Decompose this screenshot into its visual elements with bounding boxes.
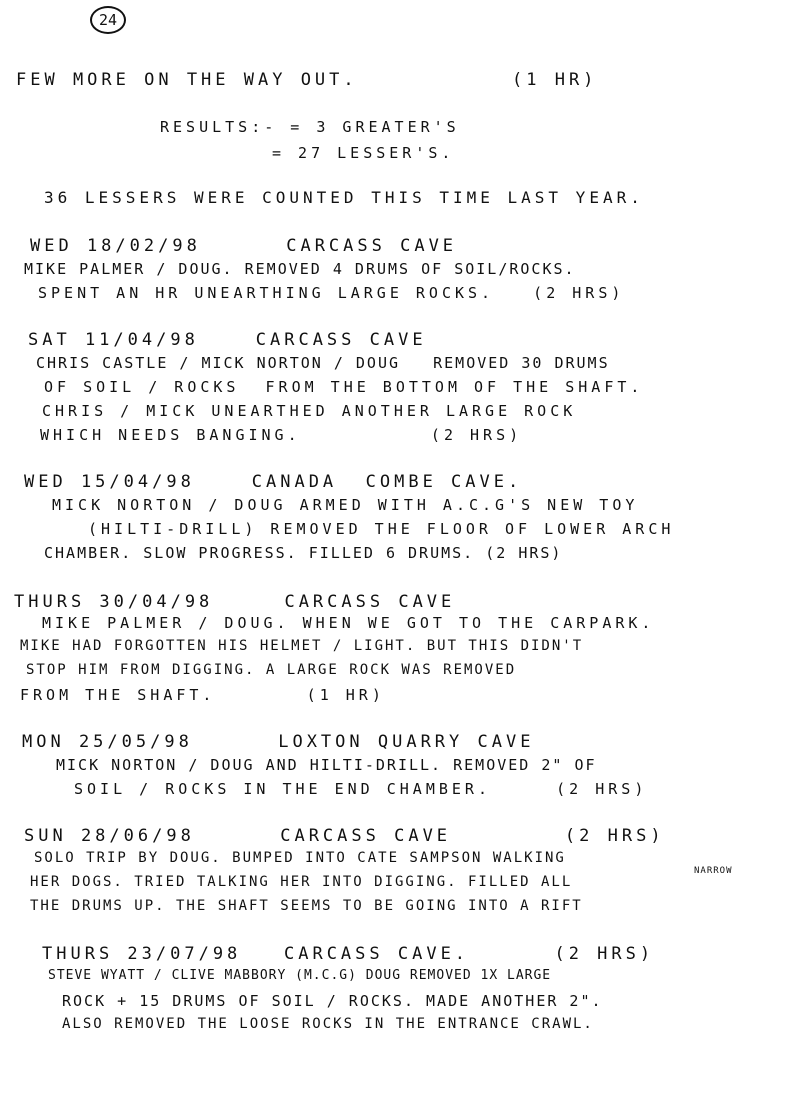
entry-line: CHRIS / MICK UNEARTHED ANOTHER LARGE ROCK: [42, 402, 577, 420]
entry-line: MICK NORTON / DOUG AND HILTI-DRILL. REMOVED 2" OF: [56, 756, 597, 774]
entry-header: THURS 30/04/98 CARCASS CAVE: [14, 592, 456, 612]
intro-duration: (1 HR): [512, 70, 598, 90]
entry-line: SOIL / ROCKS IN THE END CHAMBER. (2 HRS): [74, 780, 648, 798]
entry-line: MIKE HAD FORGOTTEN HIS HELMET / LIGHT. BUT THIS DIDN'T: [20, 638, 584, 654]
entry-line: FROM THE SHAFT. (1 HR): [20, 686, 385, 704]
entry-line: ROCK + 15 DRUMS OF SOIL / ROCKS. MADE ANOTHER 2".: [62, 992, 603, 1010]
entry-line: SPENT AN HR UNEARTHING LARGE ROCKS. (2 HRS): [38, 284, 625, 302]
entry-line: (HILTI-DRILL) REMOVED THE FLOOR OF LOWER ARCH: [88, 520, 675, 538]
entry-line: WHICH NEEDS BANGING. (2 HRS): [40, 426, 523, 444]
summary-line: 36 LESSERS WERE COUNTED THIS TIME LAST YEAR.: [44, 188, 644, 207]
intro-line: FEW MORE ON THE WAY OUT.: [16, 70, 358, 90]
entry-header: THURS 23/07/98 CARCASS CAVE. (2 HRS): [42, 944, 655, 964]
entry-line: THE DRUMS UP. THE SHAFT SEEMS TO BE GOING INTO A RIFT: [30, 898, 583, 914]
entry-line: OF SOIL / ROCKS FROM THE BOTTOM OF THE SHAFT.: [44, 378, 644, 396]
entry-line: MIKE PALMER / DOUG. WHEN WE GOT TO THE CARPARK.: [42, 614, 655, 632]
margin-note: NARROW: [694, 866, 733, 876]
entry-line: HER DOGS. TRIED TALKING HER INTO DIGGING. FILLED ALL: [30, 874, 573, 890]
entry-line: STOP HIM FROM DIGGING. A LARGE ROCK WAS REMOVED: [26, 662, 517, 678]
entry-line: MICK NORTON / DOUG ARMED WITH A.C.G'S NEW TOY: [52, 496, 639, 514]
entry-line: MIKE PALMER / DOUG. REMOVED 4 DRUMS OF SOIL/ROCKS.: [24, 260, 576, 278]
entry-line: SOLO TRIP BY DOUG. BUMPED INTO CATE SAMPSON WALKING: [34, 850, 566, 866]
entry-line: CHRIS CASTLE / MICK NORTON / DOUG REMOVED 30 DRUMS: [36, 354, 610, 372]
entry-line: STEVE WYATT / CLIVE MABBORY (M.C.G) DOUG REMOVED 1X LARGE: [48, 968, 552, 983]
entry-header: MON 25/05/98 LOXTON QUARRY CAVE: [22, 732, 535, 752]
results-lesser: = 27 LESSER'S.: [272, 144, 455, 162]
entry-header: SUN 28/06/98 CARCASS CAVE (2 HRS): [24, 826, 665, 846]
entry-header: WED 15/04/98 CANADA COMBE CAVE.: [24, 472, 523, 492]
page-number: 24: [90, 6, 126, 34]
entry-line: ALSO REMOVED THE LOOSE ROCKS IN THE ENTRANCE CRAWL.: [62, 1016, 594, 1032]
entry-line: CHAMBER. SLOW PROGRESS. FILLED 6 DRUMS. (2 HRS): [44, 544, 563, 562]
entry-header: SAT 11/04/98 CARCASS CAVE: [28, 330, 427, 350]
entry-header: WED 18/02/98 CARCASS CAVE: [30, 236, 458, 256]
results-greater: RESULTS:- = 3 GREATER'S: [160, 118, 460, 136]
